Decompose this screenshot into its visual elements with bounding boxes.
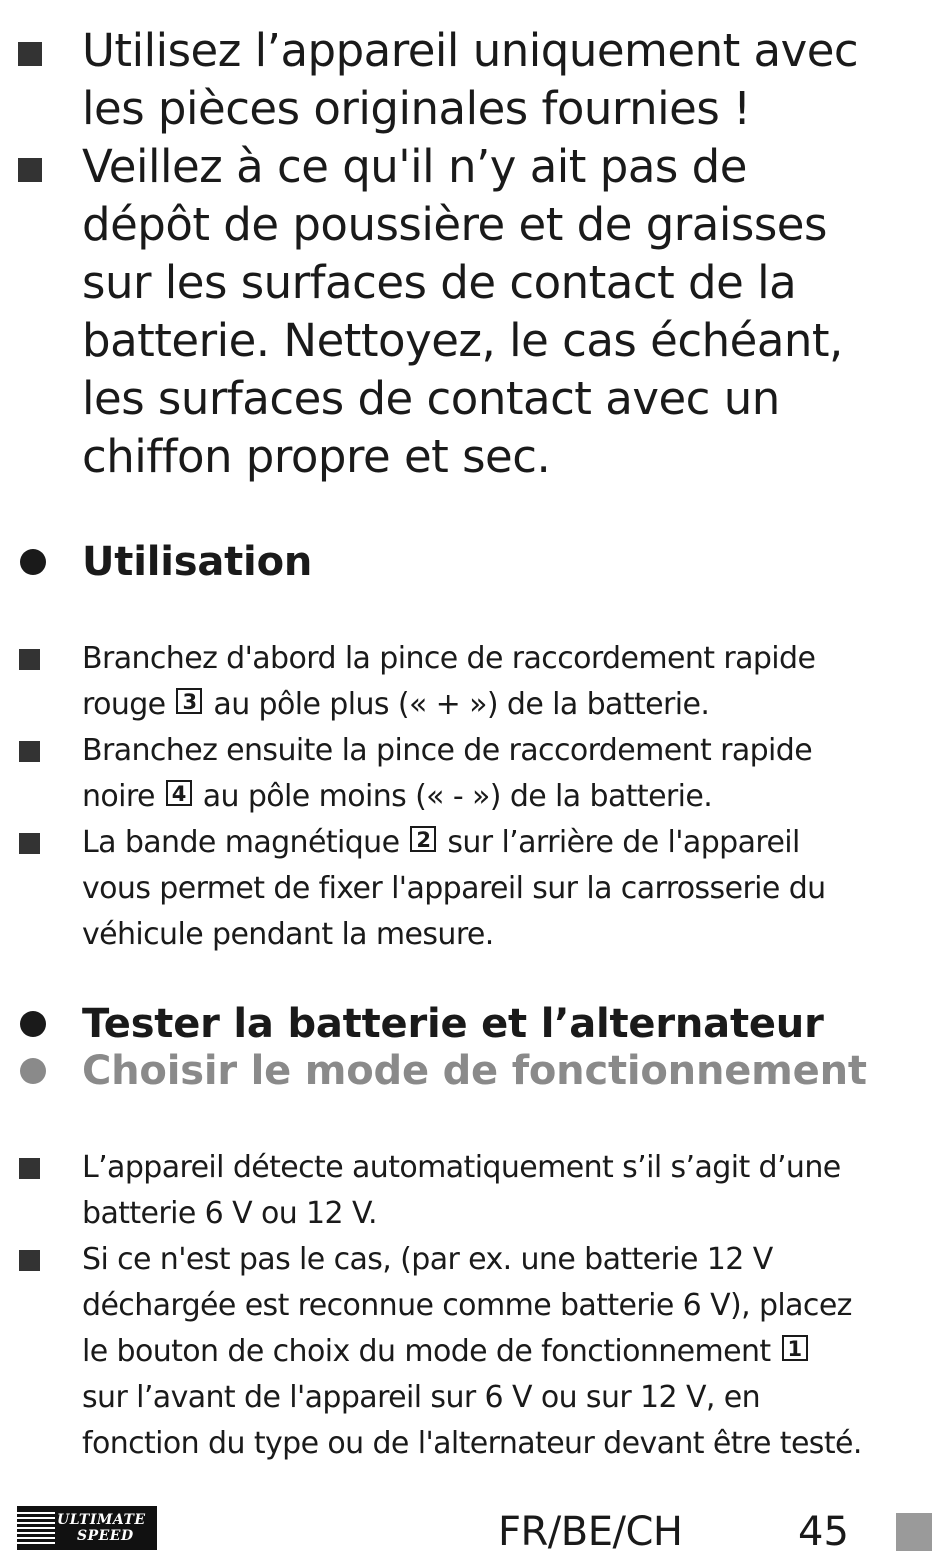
reference-number-badge: 3 [176,688,202,714]
square-bullet-icon [19,649,40,670]
reference-number-badge: 4 [166,780,192,806]
intro-bullet-list [0,22,950,486]
list-item: Branchez ensuite la pince de raccordement rapide noire 4 au pôle moins (« - ») de la batterie. [0,728,950,820]
round-bullet-icon [20,1011,46,1037]
square-bullet-icon [18,42,42,66]
page-marker-square-icon [896,1513,932,1551]
round-bullet-icon [20,1058,46,1084]
logo-stripes-icon [17,1512,55,1544]
square-bullet-icon [19,741,40,762]
reference-number-badge: 1 [782,1335,808,1361]
list-item: Si ce n'est pas le cas, (par ex. une batterie 12 V déchargée est reconnue comme batterie 6 V), placez le bouton de choix du mode de fonctionnement 1 sur l’avant de l'appareil sur 6 V ou sur 12 V, en fonction du type ou de l'alternateur devant être testé. [0,1237,950,1467]
page-number: 45 [798,1509,849,1555]
language-code: FR/BE/CH [498,1509,683,1555]
section-heading-tester: Tester la batterie et l’alternateur [0,1000,950,1048]
list-item: Branchez d'abord la pince de raccordement rapide rouge 3 au pôle plus (« + ») de la batterie. [0,636,950,728]
square-bullet-icon [19,1158,40,1179]
list-item: Utilisez l’appareil uniquement avec les pièces originales fournies ! [0,22,950,138]
round-bullet-icon [20,549,46,575]
section-heading-utilisation: Utilisation [0,538,950,586]
ultimate-speed-logo: ULTIMATE SPEED [17,1506,157,1550]
reference-number-badge: 2 [410,826,436,852]
list-item: Veillez à ce qu'il n’y ait pas de dépôt de poussière et de graisses sur les surfaces de contact de la batterie. Nettoyez, le cas échéant, les surfaces de contact avec un chiffon propre et sec. [0,138,950,486]
list-item: La bande magnétique 2 sur l’arrière de l'appareil vous permet de fixer l'appareil sur la carrosserie du véhicule pendant la mesure. [0,820,950,958]
subsection-heading-mode: Choisir le mode de fonctionnement [0,1047,950,1095]
tester-bullet-list [0,1145,950,1467]
list-item: L’appareil détecte automatiquement s’il s’agit d’une batterie 6 V ou 12 V. [0,1145,950,1237]
utilisation-bullet-list [0,636,950,958]
square-bullet-icon [19,833,40,854]
square-bullet-icon [18,158,42,182]
square-bullet-icon [19,1250,40,1271]
page-footer [0,1500,950,1560]
